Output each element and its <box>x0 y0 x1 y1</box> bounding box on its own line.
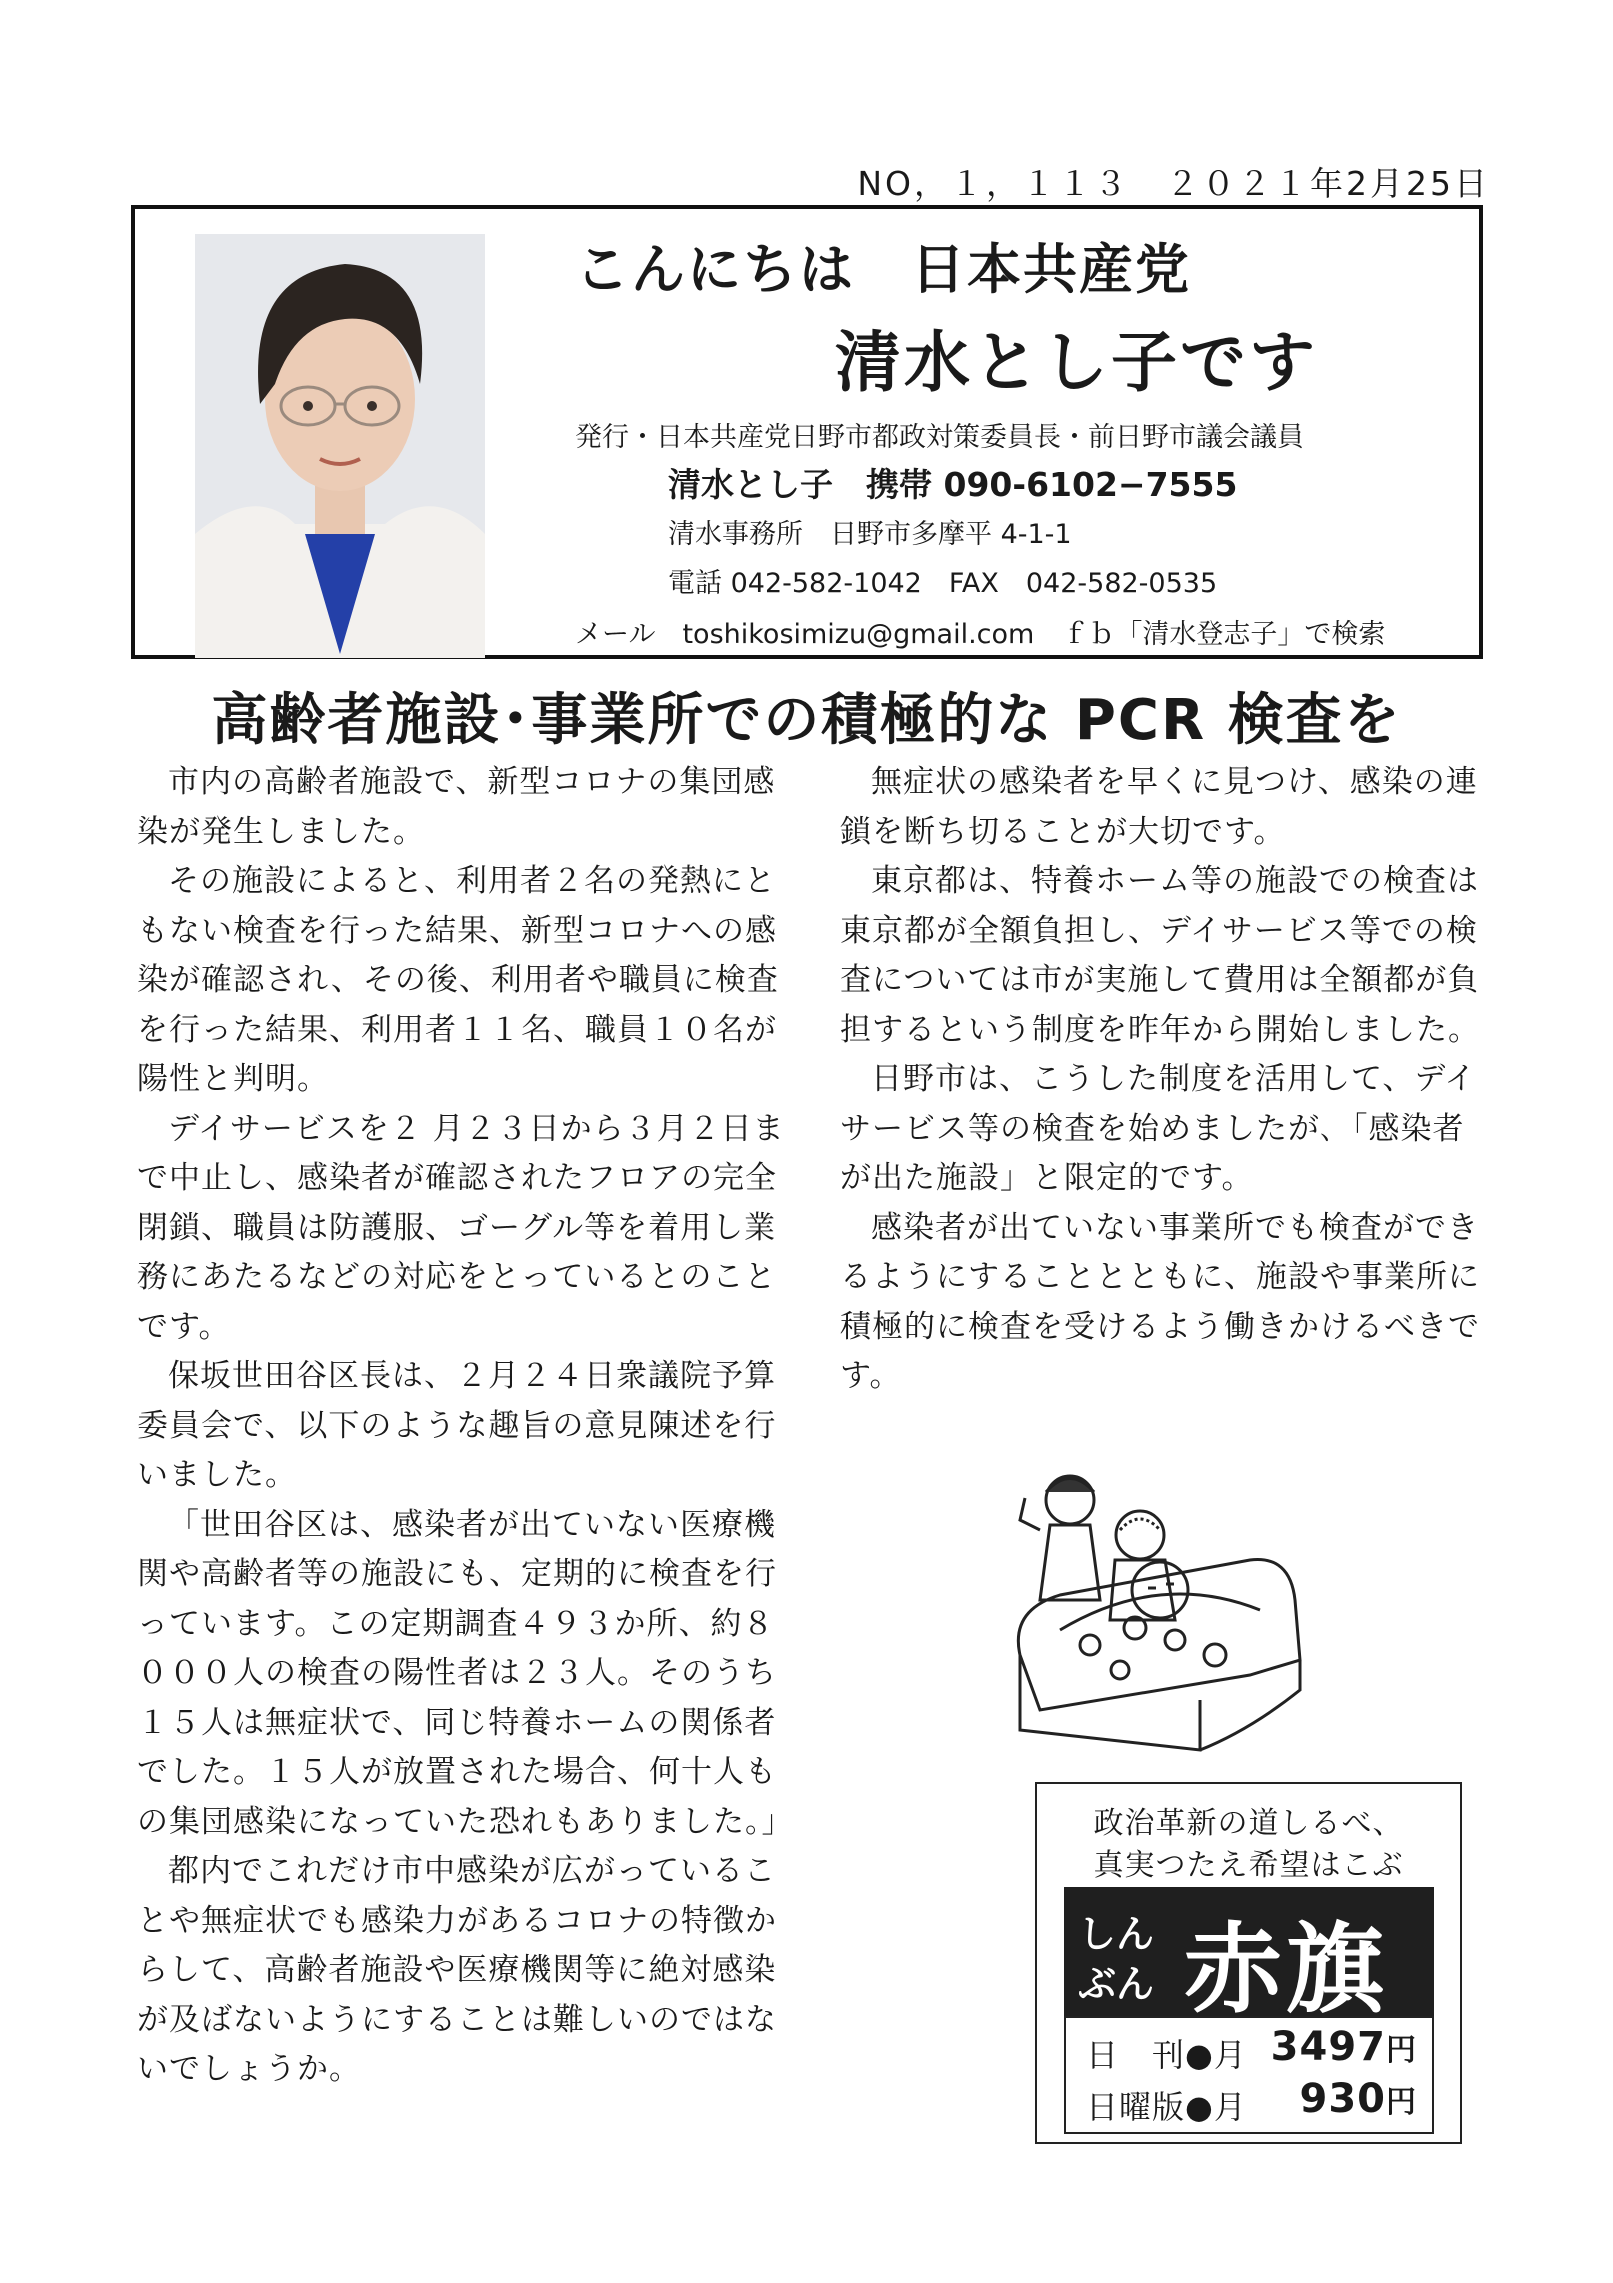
price-label: 日 刊●月 <box>1086 2036 1247 2074</box>
price-unit: 円 <box>1386 2033 1416 2068</box>
paragraph: 保坂世田谷区長は、２月２４日衆議院予算委員会で、以下のような趣旨の意見陳述を行いました。 <box>137 1358 777 1493</box>
price-label: 日曜版●月 <box>1086 2088 1247 2126</box>
greeting-line-1: こんにちは 日本共産党 <box>575 238 1191 301</box>
price-value: 3497 <box>1270 2024 1386 2070</box>
price-amount <box>1271 2024 1416 2070</box>
price-row-daily <box>1086 2024 1426 2074</box>
article-headline: 高齢者施設･事業所での積極的な PCR 検査を <box>211 688 1402 753</box>
price-row-sunday <box>1086 2076 1426 2126</box>
tel-fax-line: 電話 042-582-1042 FAX 042-582-0535 <box>668 568 1218 599</box>
mail-facebook-line: メール toshikosimizu@gmail.com ｆｂ「清水登志子」で検索 <box>575 619 1386 650</box>
paragraph: 東京都は、特養ホーム等の施設での検査は東京都が全額負担し、デイサービス等での検査については市が実施して費用は全額都が負担するという制度を昨年から開始しました。 <box>840 863 1480 1048</box>
name-phone-line: 清水とし子 携帯 090-6102−7555 <box>668 465 1238 504</box>
paragraph: デイサービスを２ 月２３日から３月２日まで中止し、感染者が確認されたフロアの完全閉鎖、職員は防護服、ゴーグル等を着用し業務にあたるなどの対応をとっているとのことです。 <box>137 1110 785 1345</box>
price-amount <box>1300 2076 1417 2122</box>
paragraph: 感染者が出ていない事業所でも検査ができるようにすることとともに、施設や事業所に積極的に検査を受けるよう働きかけるべきです。 <box>840 1209 1480 1394</box>
article-right-column <box>840 758 1490 1402</box>
ad-kana-top: しん <box>1078 1912 1155 1956</box>
caregivers-with-patient-illustration <box>1000 1460 1320 1760</box>
ad-slogan-line-2: 真実つたえ希望はこぶ <box>1093 1848 1404 1883</box>
office-address-line: 清水事務所 日野市多摩平 4-1-1 <box>668 519 1072 550</box>
price-value: 930 <box>1299 2076 1386 2122</box>
paragraph: 日野市は、こうした制度を活用して、デイサービス等の検査を始めましたが､「感染者が出た施設」と限定的です。 <box>840 1061 1477 1196</box>
header-box <box>131 205 1483 659</box>
publisher-line: 発行・日本共産党日野市都政対策委員長・前日野市議会議員 <box>575 422 1304 453</box>
paragraph: 市内の高齢者施設で、新型コロナの集団感染が発生しました。 <box>137 764 776 850</box>
article-left-column <box>137 758 794 2095</box>
quote-paragraph: 「世田谷区は、感染者が出ていない医療機関や高齢者等の施設にも、定期的に検査を行っています。この定期調査４９３か所、約８０００人の検査の陽性者は２３人。そのうち１５人は無症状で、同じ特養ホームの関係者でした。１５人が放置された場合、何十人もの集団感染になっていた恐れもありました。」 <box>137 1506 794 1840</box>
ad-price-table <box>1064 2016 1434 2134</box>
paragraph: 都内でこれだけ市中感染が広がっていることや無症状でも感染力があるコロナの特徴からして、高齢者施設や医療機関等に絶対感染が及ばないようにすることは難しいのではないでしょうか。 <box>137 1853 777 2087</box>
price-unit: 円 <box>1386 2085 1416 2120</box>
akahata-ad <box>1035 1782 1462 2144</box>
greeting-line-2: 清水とし子です <box>835 324 1318 401</box>
paragraph: 無症状の感染者を早くに見つけ、感染の連鎖を断ち切ることが大切です。 <box>840 764 1478 850</box>
issue-number-date: NO，１，１１３ ２０２１年2月25日 <box>857 164 1490 203</box>
ad-title: 赤旗 <box>1184 1912 1389 2027</box>
ad-slogan-line-1: 政治革新の道しるべ、 <box>1093 1806 1404 1841</box>
portrait-photo <box>195 234 485 658</box>
ad-kana-bottom: ぶん <box>1078 1962 1155 2006</box>
ad-banner <box>1064 1887 1434 2027</box>
paragraph: その施設によると、利用者２名の発熱にともない検査を行った結果、新型コロナへの感染が確認され、その後、利用者や職員に検査を行った結果、利用者１１名、職員１０名が陽性と判明。 <box>137 863 779 1097</box>
